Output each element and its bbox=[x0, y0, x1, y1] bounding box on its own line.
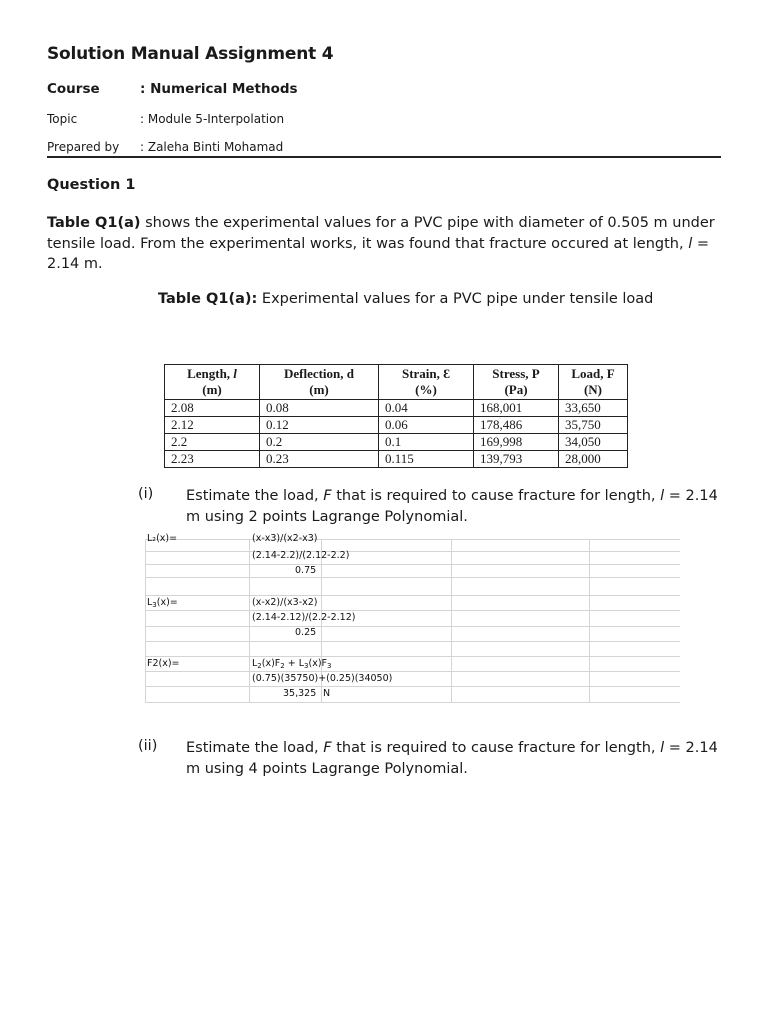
header-deflection: Deflection, d (m) bbox=[260, 365, 379, 400]
table-cell: 0.12 bbox=[260, 417, 379, 434]
course-label: Course bbox=[47, 81, 100, 97]
table-cell: 139,793 bbox=[474, 451, 559, 468]
caption-label: Table Q1(a): bbox=[158, 291, 258, 307]
table-cell: 28,000 bbox=[559, 451, 628, 468]
grid-line bbox=[145, 656, 680, 657]
table-cell: 0.23 bbox=[260, 451, 379, 468]
f2-evaluation: (0.75)(35750)+(0.25)(34050) bbox=[252, 673, 393, 684]
header-strain: Strain, Ɛ (%) bbox=[379, 365, 474, 400]
table-cell: 0.08 bbox=[260, 400, 379, 417]
l2-formula-cut: (x-x3)/(x2-x3) bbox=[252, 533, 318, 544]
table-cell: 0.2 bbox=[260, 434, 379, 451]
table-row bbox=[165, 417, 628, 434]
intro-table-ref: Table Q1(a) bbox=[47, 215, 141, 231]
l2-evaluation: (2.14-2.2)/(2.12-2.2) bbox=[252, 550, 350, 561]
table-cell: 0.04 bbox=[379, 400, 474, 417]
prepared-by-value: : Zaleha Binti Mohamad bbox=[140, 140, 284, 154]
question-heading: Question 1 bbox=[47, 177, 136, 193]
grid-line bbox=[145, 577, 680, 578]
table-row bbox=[165, 434, 628, 451]
table-cell: 2.12 bbox=[165, 417, 260, 434]
table-cell: 2.08 bbox=[165, 400, 260, 417]
header-divider bbox=[47, 156, 721, 158]
topic-label: Topic bbox=[47, 112, 78, 126]
table-cell: 33,650 bbox=[559, 400, 628, 417]
intro-text-1: shows the experimental values for a PVC pipe with diameter of 0.505 m under tensile load. From the experimental works, it was found that fracture occured at length, bbox=[47, 215, 715, 252]
f2-value: 35,325 bbox=[283, 688, 317, 699]
grid-line bbox=[145, 641, 680, 642]
table-cell: 169,998 bbox=[474, 434, 559, 451]
table-cell: 2.23 bbox=[165, 451, 260, 468]
table-cell: 168,001 bbox=[474, 400, 559, 417]
l3-formula: (x-x2)/(x3-x2) bbox=[252, 597, 318, 608]
header-length: Length, l (m) bbox=[165, 365, 260, 400]
grid-line bbox=[145, 539, 680, 540]
table-row bbox=[165, 400, 628, 417]
worksheet-snippet bbox=[145, 533, 680, 703]
item-i-number: (i) bbox=[138, 486, 154, 502]
grid-line bbox=[145, 671, 680, 672]
topic-value: : Module 5-Interpolation bbox=[140, 112, 285, 126]
l2-value: 0.75 bbox=[295, 565, 317, 576]
table-caption bbox=[158, 291, 653, 307]
item-ii-number: (ii) bbox=[138, 738, 158, 754]
item-ii-text: Estimate the load, F that is required to cause fracture for length, l = 2.14 m using 4 points Lagrange Polynomial. bbox=[186, 740, 718, 777]
grid-line bbox=[145, 686, 680, 687]
question-intro bbox=[47, 213, 727, 275]
table-row bbox=[165, 451, 628, 468]
grid-line bbox=[145, 564, 680, 565]
grid-line bbox=[145, 551, 680, 552]
table-cell: 0.06 bbox=[379, 417, 474, 434]
prepared-by-label: Prepared by bbox=[47, 140, 120, 154]
intro-var-l: l bbox=[688, 235, 693, 252]
l3-evaluation: (2.14-2.12)/(2.2-2.12) bbox=[252, 612, 356, 623]
l3-label: $L_3(x)=$ bbox=[147, 597, 178, 609]
grid-line bbox=[145, 595, 680, 596]
table-cell: 35,750 bbox=[559, 417, 628, 434]
table-cell: 0.1 bbox=[379, 434, 474, 451]
f2-unit: N bbox=[323, 688, 331, 699]
header-stress: Stress, P (Pa) bbox=[474, 365, 559, 400]
course-value: : Numerical Methods bbox=[140, 81, 298, 97]
table-cell: 34,050 bbox=[559, 434, 628, 451]
l2-label-cut: L₂(x)= bbox=[147, 533, 178, 544]
experimental-values-table bbox=[164, 364, 628, 468]
l3-value: 0.25 bbox=[295, 627, 317, 638]
header-load: Load, F (N) bbox=[559, 365, 628, 400]
item-i-text: Estimate the load, F that is required to cause fracture for length, l = 2.14 m using 2 points Lagrange Polynomial. bbox=[186, 488, 718, 525]
intro-text-2: = 2.14 m. bbox=[47, 235, 709, 272]
grid-line bbox=[145, 702, 680, 703]
table-cell: 2.2 bbox=[165, 434, 260, 451]
document-title: Solution Manual Assignment 4 bbox=[47, 44, 334, 64]
grid-line bbox=[145, 610, 680, 611]
table-cell: 0.115 bbox=[379, 451, 474, 468]
grid-line bbox=[145, 626, 680, 627]
f2-formula: $L_2(x)F_2 + L_3(x)F_3$ bbox=[252, 658, 332, 670]
table-header-row bbox=[165, 365, 628, 400]
table-cell: 178,486 bbox=[474, 417, 559, 434]
f2-label: F2(x)= bbox=[147, 658, 180, 669]
caption-text: Experimental values for a PVC pipe under tensile load bbox=[257, 291, 654, 307]
